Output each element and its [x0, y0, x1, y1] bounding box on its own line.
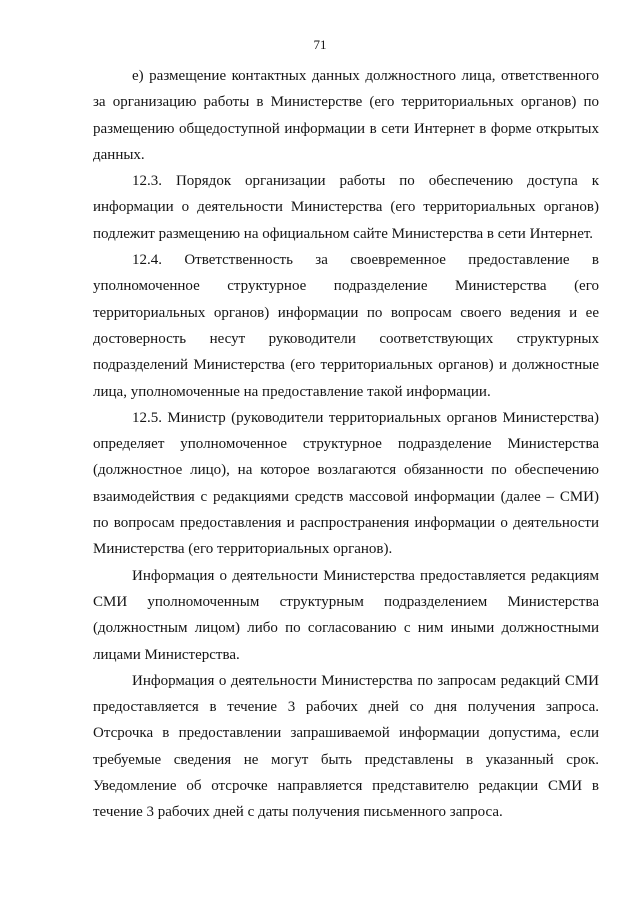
- paragraph-12-4: 12.4. Ответственность за своевременное предоставление в уполномоченное структурное подразделение Министерства (его территориальных органов) информации по вопросам своего ведения и ее достоверность несут руководители соответствующих структурных подразделений Министерства (его территориальных органов) и должностные лица, уполномоченные на предоставление такой информации.: [93, 252, 599, 400]
- paragraph-e-contact-data: е) размещение контактных данных должностного лица, ответственного за организацию работы в Министерстве (его территориальных органов) по размещению общедоступной информации в сети Интернет в форме открытых данных.: [93, 68, 599, 163]
- page-number: 71: [313, 37, 327, 52]
- paragraph-media-request-terms: Информация о деятельности Министерства по запросам редакций СМИ предоставляется в течение 3 рабочих дней со дня получения запроса. Отсрочка в предоставлении запрашиваемой информации допустима, если требуемые сведения не могут быть представлены в указанный срок. Уведомление об отсрочке направляется представителю редакции СМИ в течение 3 рабочих дней с даты получения письменного запроса.: [93, 672, 599, 821]
- paragraph-12-5: 12.5. Министр (руководители территориальных органов Министерства) определяет уполномоченное структурное подразделение Министерства (должностное лицо), на которое возлагаются обязанности по обеспечению взаимодействия с редакциями средств массовой информации (далее – СМИ) по вопросам предоставления и распространения информации о деятельности Министерства (его территориальных органов).: [93, 409, 599, 558]
- paragraph-12-3: 12.3. Порядок организации работы по обеспечению доступа к информации о деятельности Министерства (его территориальных органов) подлежит размещению на официальном сайте Министерства в сети Интернет.: [93, 173, 599, 242]
- paragraph-media-info-provision: Информация о деятельности Министерства предоставляется редакциям СМИ уполномоченным структурным подразделением Министерства (должностным лицом) либо по согласованию с ним иными должностными лицами Министерства.: [93, 567, 599, 663]
- document-body: [93, 63, 599, 826]
